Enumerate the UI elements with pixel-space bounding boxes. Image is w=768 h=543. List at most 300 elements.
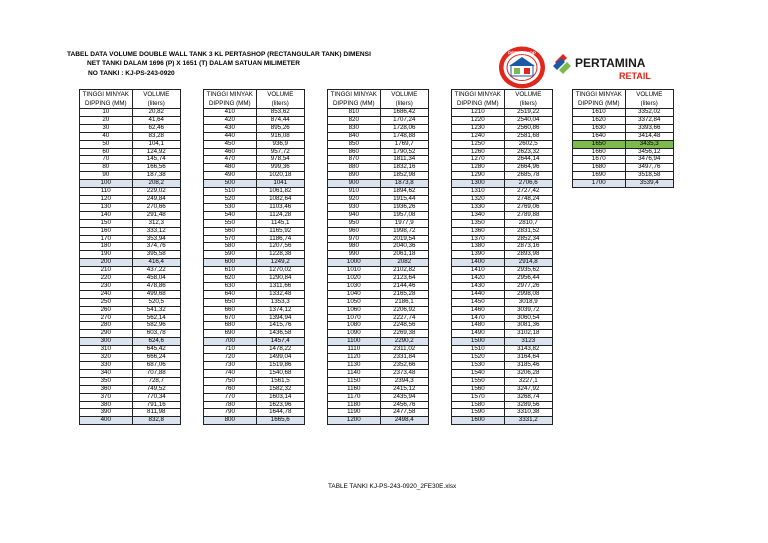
table-row xyxy=(328,140,429,148)
height-cell: 1050 xyxy=(328,298,381,306)
seal-text: PERTASHOP xyxy=(508,50,536,56)
volume-cell: 999,36 xyxy=(256,164,304,172)
table-row xyxy=(328,330,429,338)
height-cell: 250 xyxy=(80,298,133,306)
height-cell: 1520 xyxy=(452,354,505,362)
height-cell: 1030 xyxy=(328,282,381,290)
volume-cell: 1811,34 xyxy=(380,156,428,164)
table-row xyxy=(328,275,429,283)
table-row xyxy=(80,346,181,354)
volume-cell: 978,54 xyxy=(256,156,304,164)
height-cell: 910 xyxy=(328,188,381,196)
height-cell: 140 xyxy=(80,211,133,219)
volume-cell: 2644,14 xyxy=(504,156,552,164)
height-cell: 570 xyxy=(204,235,257,243)
table-row xyxy=(204,298,305,306)
volume-cell: 20,82 xyxy=(132,109,180,117)
volume-cell: 2352,66 xyxy=(380,362,428,370)
table-row xyxy=(328,409,429,417)
table-row xyxy=(328,314,429,322)
height-cell: 1530 xyxy=(452,362,505,370)
height-cell: 970 xyxy=(328,235,381,243)
volume-cell: 1145,1 xyxy=(256,219,304,227)
volume-cell: 3060,54 xyxy=(504,314,552,322)
table-row xyxy=(204,306,305,314)
table-row xyxy=(452,235,553,243)
height-cell: 1650 xyxy=(573,140,626,148)
table-row xyxy=(573,156,674,164)
volume-cell: 3456,12 xyxy=(625,148,673,156)
volume-cell: 582,96 xyxy=(132,322,180,330)
volume-table-1 xyxy=(79,89,181,425)
height-cell: 900 xyxy=(328,180,381,188)
volume-header-line2: (liters) xyxy=(640,100,658,107)
height-cell: 40 xyxy=(80,132,133,140)
volume-cell: 2290,2 xyxy=(380,338,428,346)
height-cell: 390 xyxy=(80,409,133,417)
volume-cell: 2206,92 xyxy=(380,306,428,314)
table-row xyxy=(80,243,181,251)
table-row xyxy=(573,172,674,180)
table-row xyxy=(452,401,553,409)
height-cell: 980 xyxy=(328,243,381,251)
volume-cell: 2082 xyxy=(380,259,428,267)
volume-cell: 832,8 xyxy=(132,417,180,425)
table-row xyxy=(328,401,429,409)
table-row xyxy=(204,290,305,298)
height-cell: 410 xyxy=(204,109,257,117)
table-row xyxy=(452,227,553,235)
table-row xyxy=(204,409,305,417)
table-row xyxy=(80,290,181,298)
height-cell: 1470 xyxy=(452,314,505,322)
height-cell: 450 xyxy=(204,140,257,148)
volume-cell: 458,04 xyxy=(132,275,180,283)
height-cell: 1320 xyxy=(452,195,505,203)
volume-cell: 3164,64 xyxy=(504,354,552,362)
table-row xyxy=(80,132,181,140)
table-row xyxy=(452,109,553,117)
height-cell: 1700 xyxy=(573,180,626,188)
height-cell: 810 xyxy=(328,109,381,117)
volume-cell: 3372,84 xyxy=(625,116,673,124)
volume-cell: 2456,76 xyxy=(380,401,428,409)
table-row xyxy=(328,306,429,314)
height-header xyxy=(80,90,133,109)
table-row xyxy=(452,377,553,385)
volume-cell: 3539,4 xyxy=(625,180,673,188)
height-cell: 1090 xyxy=(328,330,381,338)
height-cell: 430 xyxy=(204,124,257,132)
volume-cell: 2123,64 xyxy=(380,275,428,283)
volume-cell: 1977,9 xyxy=(380,219,428,227)
table-row xyxy=(452,338,553,346)
table-row xyxy=(452,124,553,132)
table-row xyxy=(328,298,429,306)
volume-cell: 2623,32 xyxy=(504,148,552,156)
table-row xyxy=(328,267,429,275)
table-row xyxy=(80,164,181,172)
height-cell: 1360 xyxy=(452,227,505,235)
height-header xyxy=(573,90,626,109)
table-row xyxy=(452,330,553,338)
volume-cell: 333,12 xyxy=(132,227,180,235)
table-row xyxy=(204,227,305,235)
height-cell: 1070 xyxy=(328,314,381,322)
table-row xyxy=(573,140,674,148)
table-row xyxy=(328,219,429,227)
table-row xyxy=(204,140,305,148)
height-cell: 1380 xyxy=(452,243,505,251)
table-row xyxy=(80,172,181,180)
volume-cell: 2893,98 xyxy=(504,251,552,259)
table-row xyxy=(452,346,553,354)
height-cell: 1280 xyxy=(452,164,505,172)
volume-cell: 145,74 xyxy=(132,156,180,164)
table-row xyxy=(452,203,553,211)
volume-cell: 707,88 xyxy=(132,369,180,377)
volume-cell: 2102,82 xyxy=(380,267,428,275)
volume-cell: 2602,5 xyxy=(504,140,552,148)
height-cell: 1200 xyxy=(328,417,381,425)
height-cell: 740 xyxy=(204,369,257,377)
volume-cell: 624,6 xyxy=(132,338,180,346)
height-cell: 220 xyxy=(80,275,133,283)
table-row xyxy=(204,346,305,354)
volume-table-4 xyxy=(451,89,553,425)
table-row xyxy=(452,243,553,251)
volume-cell: 1936,26 xyxy=(380,203,428,211)
height-cell: 460 xyxy=(204,148,257,156)
height-header-line1: TINGGI MINYAK xyxy=(454,91,501,98)
height-cell: 400 xyxy=(80,417,133,425)
table-row xyxy=(452,180,553,188)
height-cell: 290 xyxy=(80,330,133,338)
table-row xyxy=(204,267,305,275)
table-row xyxy=(328,354,429,362)
volume-cell: 3497,76 xyxy=(625,164,673,172)
table-row xyxy=(328,180,429,188)
height-cell: 1110 xyxy=(328,346,381,354)
table-row xyxy=(452,369,553,377)
volume-cell: 1915,44 xyxy=(380,195,428,203)
height-header xyxy=(328,90,381,109)
table-row xyxy=(452,298,553,306)
height-cell: 1630 xyxy=(573,124,626,132)
height-cell: 1620 xyxy=(573,116,626,124)
height-cell: 1500 xyxy=(452,338,505,346)
height-cell: 1250 xyxy=(452,140,505,148)
table-row xyxy=(452,211,553,219)
volume-cell: 957,72 xyxy=(256,148,304,156)
volume-cell: 874,44 xyxy=(256,116,304,124)
volume-cell: 2311,02 xyxy=(380,346,428,354)
volume-cell: 2977,26 xyxy=(504,282,552,290)
table-row xyxy=(452,132,553,140)
table-row xyxy=(80,377,181,385)
table-row xyxy=(80,235,181,243)
volume-cell: 3102,18 xyxy=(504,330,552,338)
volume-header-line2: (liters) xyxy=(271,100,289,107)
table-row xyxy=(204,251,305,259)
volume-cell: 562,14 xyxy=(132,314,180,322)
height-cell: 580 xyxy=(204,243,257,251)
table-row xyxy=(452,314,553,322)
volume-cell: 166,56 xyxy=(132,164,180,172)
height-cell: 590 xyxy=(204,251,257,259)
table-row xyxy=(452,267,553,275)
volume-cell: 791,16 xyxy=(132,401,180,409)
table-row xyxy=(204,124,305,132)
table-row xyxy=(80,354,181,362)
table-row xyxy=(204,132,305,140)
height-cell: 1310 xyxy=(452,188,505,196)
height-cell: 650 xyxy=(204,298,257,306)
height-cell: 1590 xyxy=(452,409,505,417)
height-cell: 820 xyxy=(328,116,381,124)
height-cell: 90 xyxy=(80,172,133,180)
height-cell: 550 xyxy=(204,219,257,227)
volume-table-2 xyxy=(203,89,305,425)
height-cell: 350 xyxy=(80,377,133,385)
table-row xyxy=(452,393,553,401)
volume-header-line1: VOLUME xyxy=(267,91,294,98)
volume-cell: 1790,52 xyxy=(380,148,428,156)
volume-cell: 1103,46 xyxy=(256,203,304,211)
height-cell: 760 xyxy=(204,385,257,393)
volume-cell: 1499,04 xyxy=(256,354,304,362)
volume-cell: 2373,48 xyxy=(380,369,428,377)
height-cell: 240 xyxy=(80,290,133,298)
table-row xyxy=(204,275,305,283)
height-cell: 1290 xyxy=(452,172,505,180)
volume-cell: 1873,8 xyxy=(380,180,428,188)
table-row xyxy=(204,195,305,203)
table-row xyxy=(328,148,429,156)
height-cell: 690 xyxy=(204,330,257,338)
height-cell: 130 xyxy=(80,203,133,211)
height-cell: 340 xyxy=(80,369,133,377)
height-cell: 610 xyxy=(204,267,257,275)
table-row xyxy=(573,124,674,132)
height-cell: 1570 xyxy=(452,393,505,401)
volume-cell: 2831,52 xyxy=(504,227,552,235)
height-cell: 890 xyxy=(328,172,381,180)
height-cell: 1140 xyxy=(328,369,381,377)
height-cell: 630 xyxy=(204,282,257,290)
volume-cell: 104,1 xyxy=(132,140,180,148)
table-row xyxy=(573,109,674,117)
volume-cell: 2040,36 xyxy=(380,243,428,251)
height-cell: 1370 xyxy=(452,235,505,243)
pertamina-retail-logo xyxy=(553,52,671,86)
volume-cell: 3039,72 xyxy=(504,306,552,314)
volume-cell: 2873,16 xyxy=(504,243,552,251)
table-row xyxy=(204,219,305,227)
height-cell: 330 xyxy=(80,362,133,370)
height-cell: 1170 xyxy=(328,393,381,401)
table-row xyxy=(80,267,181,275)
table-row xyxy=(328,377,429,385)
table-row xyxy=(328,322,429,330)
height-cell: 1240 xyxy=(452,132,505,140)
volume-cell: 270,66 xyxy=(132,203,180,211)
table-row xyxy=(204,211,305,219)
height-cell: 960 xyxy=(328,227,381,235)
height-cell: 1190 xyxy=(328,409,381,417)
table-row xyxy=(204,314,305,322)
height-cell: 560 xyxy=(204,227,257,235)
volume-cell: 1832,16 xyxy=(380,164,428,172)
height-cell: 500 xyxy=(204,180,257,188)
volume-cell: 41,64 xyxy=(132,116,180,124)
height-cell: 370 xyxy=(80,393,133,401)
height-cell: 470 xyxy=(204,156,257,164)
height-cell: 860 xyxy=(328,148,381,156)
volume-cell: 3310,38 xyxy=(504,409,552,417)
volume-cell: 291,48 xyxy=(132,211,180,219)
table-row xyxy=(328,124,429,132)
table-row xyxy=(204,362,305,370)
volume-header xyxy=(256,90,304,109)
height-cell: 1300 xyxy=(452,180,505,188)
table-row xyxy=(80,180,181,188)
volume-cell: 1436,58 xyxy=(256,330,304,338)
height-cell: 160 xyxy=(80,227,133,235)
height-cell: 1160 xyxy=(328,385,381,393)
volume-cell: 312,3 xyxy=(132,219,180,227)
table-row xyxy=(204,385,305,393)
height-cell: 830 xyxy=(328,124,381,132)
volume-header-line2: (liters) xyxy=(147,100,165,107)
height-cell: 440 xyxy=(204,132,257,140)
height-cell: 510 xyxy=(204,188,257,196)
volume-cell: 1207,56 xyxy=(256,243,304,251)
height-cell: 420 xyxy=(204,116,257,124)
height-cell: 1680 xyxy=(573,164,626,172)
volume-cell: 1186,74 xyxy=(256,235,304,243)
height-cell: 1080 xyxy=(328,322,381,330)
volume-cell: 520,5 xyxy=(132,298,180,306)
volume-cell: 2331,84 xyxy=(380,354,428,362)
volume-cell: 1665,6 xyxy=(256,417,304,425)
height-cell: 70 xyxy=(80,156,133,164)
height-cell: 770 xyxy=(204,393,257,401)
volume-cell: 3227,1 xyxy=(504,377,552,385)
height-cell: 120 xyxy=(80,195,133,203)
table-row xyxy=(328,251,429,259)
height-cell: 840 xyxy=(328,132,381,140)
volume-cell: 1082,64 xyxy=(256,195,304,203)
volume-cell: 1165,92 xyxy=(256,227,304,235)
volume-header-line2: (liters) xyxy=(519,100,537,107)
table-row xyxy=(80,195,181,203)
height-cell: 710 xyxy=(204,346,257,354)
volume-cell: 2227,74 xyxy=(380,314,428,322)
volume-cell: 1041 xyxy=(256,180,304,188)
height-cell: 1130 xyxy=(328,362,381,370)
table-row xyxy=(204,377,305,385)
volume-cell: 2789,88 xyxy=(504,211,552,219)
table-row xyxy=(80,282,181,290)
volume-cell: 1603,14 xyxy=(256,393,304,401)
volume-cell: 1228,38 xyxy=(256,251,304,259)
volume-cell: 2769,06 xyxy=(504,203,552,211)
height-header-line2: DIPPING (MM) xyxy=(208,100,251,107)
volume-cell: 3289,56 xyxy=(504,401,552,409)
height-cell: 940 xyxy=(328,211,381,219)
height-cell: 1540 xyxy=(452,369,505,377)
table-row xyxy=(80,188,181,196)
height-cell: 1480 xyxy=(452,322,505,330)
height-cell: 1550 xyxy=(452,377,505,385)
volume-cell: 1852,98 xyxy=(380,172,428,180)
table-row xyxy=(452,409,553,417)
volume-cell: 3018,9 xyxy=(504,298,552,306)
table-row xyxy=(80,298,181,306)
height-cell: 1490 xyxy=(452,330,505,338)
height-cell: 1350 xyxy=(452,219,505,227)
table-row xyxy=(452,219,553,227)
volume-cell: 2540,04 xyxy=(504,116,552,124)
height-header-line1: TINGGI MINYAK xyxy=(82,91,129,98)
volume-cell: 1644,78 xyxy=(256,409,304,417)
table-row xyxy=(452,362,553,370)
height-cell: 1390 xyxy=(452,251,505,259)
height-cell: 50 xyxy=(80,140,133,148)
height-cell: 210 xyxy=(80,267,133,275)
table-row xyxy=(204,172,305,180)
table-row xyxy=(80,306,181,314)
height-cell: 200 xyxy=(80,259,133,267)
table-row xyxy=(204,322,305,330)
volume-cell: 1519,86 xyxy=(256,362,304,370)
height-cell: 1180 xyxy=(328,401,381,409)
volume-cell: 1394,94 xyxy=(256,314,304,322)
volume-header xyxy=(504,90,552,109)
table-header-row xyxy=(452,90,553,109)
height-cell: 1330 xyxy=(452,203,505,211)
volume-cell: 1290,84 xyxy=(256,275,304,283)
table-row xyxy=(80,385,181,393)
pertashop-seal-logo xyxy=(497,45,547,90)
table-row xyxy=(204,235,305,243)
table-row xyxy=(80,417,181,425)
volume-cell: 1415,76 xyxy=(256,322,304,330)
height-cell: 920 xyxy=(328,195,381,203)
height-cell: 880 xyxy=(328,164,381,172)
volume-cell: 2685,78 xyxy=(504,172,552,180)
table-row xyxy=(80,275,181,283)
height-cell: 1010 xyxy=(328,267,381,275)
volume-cell: 499,68 xyxy=(132,290,180,298)
height-header-line1: TINGGI MINYAK xyxy=(330,91,377,98)
table-row xyxy=(80,227,181,235)
height-cell: 1040 xyxy=(328,290,381,298)
table-row xyxy=(204,417,305,425)
volume-cell: 2852,34 xyxy=(504,235,552,243)
table-row xyxy=(328,385,429,393)
height-header-line2: DIPPING (MM) xyxy=(456,100,499,107)
table-row xyxy=(452,164,553,172)
volume-cell: 1582,32 xyxy=(256,385,304,393)
volume-cell: 1374,12 xyxy=(256,306,304,314)
height-cell: 1600 xyxy=(452,417,505,425)
table-row xyxy=(328,116,429,124)
height-cell: 1560 xyxy=(452,385,505,393)
table-header-row xyxy=(204,90,305,109)
volume-cell: 208,2 xyxy=(132,180,180,188)
